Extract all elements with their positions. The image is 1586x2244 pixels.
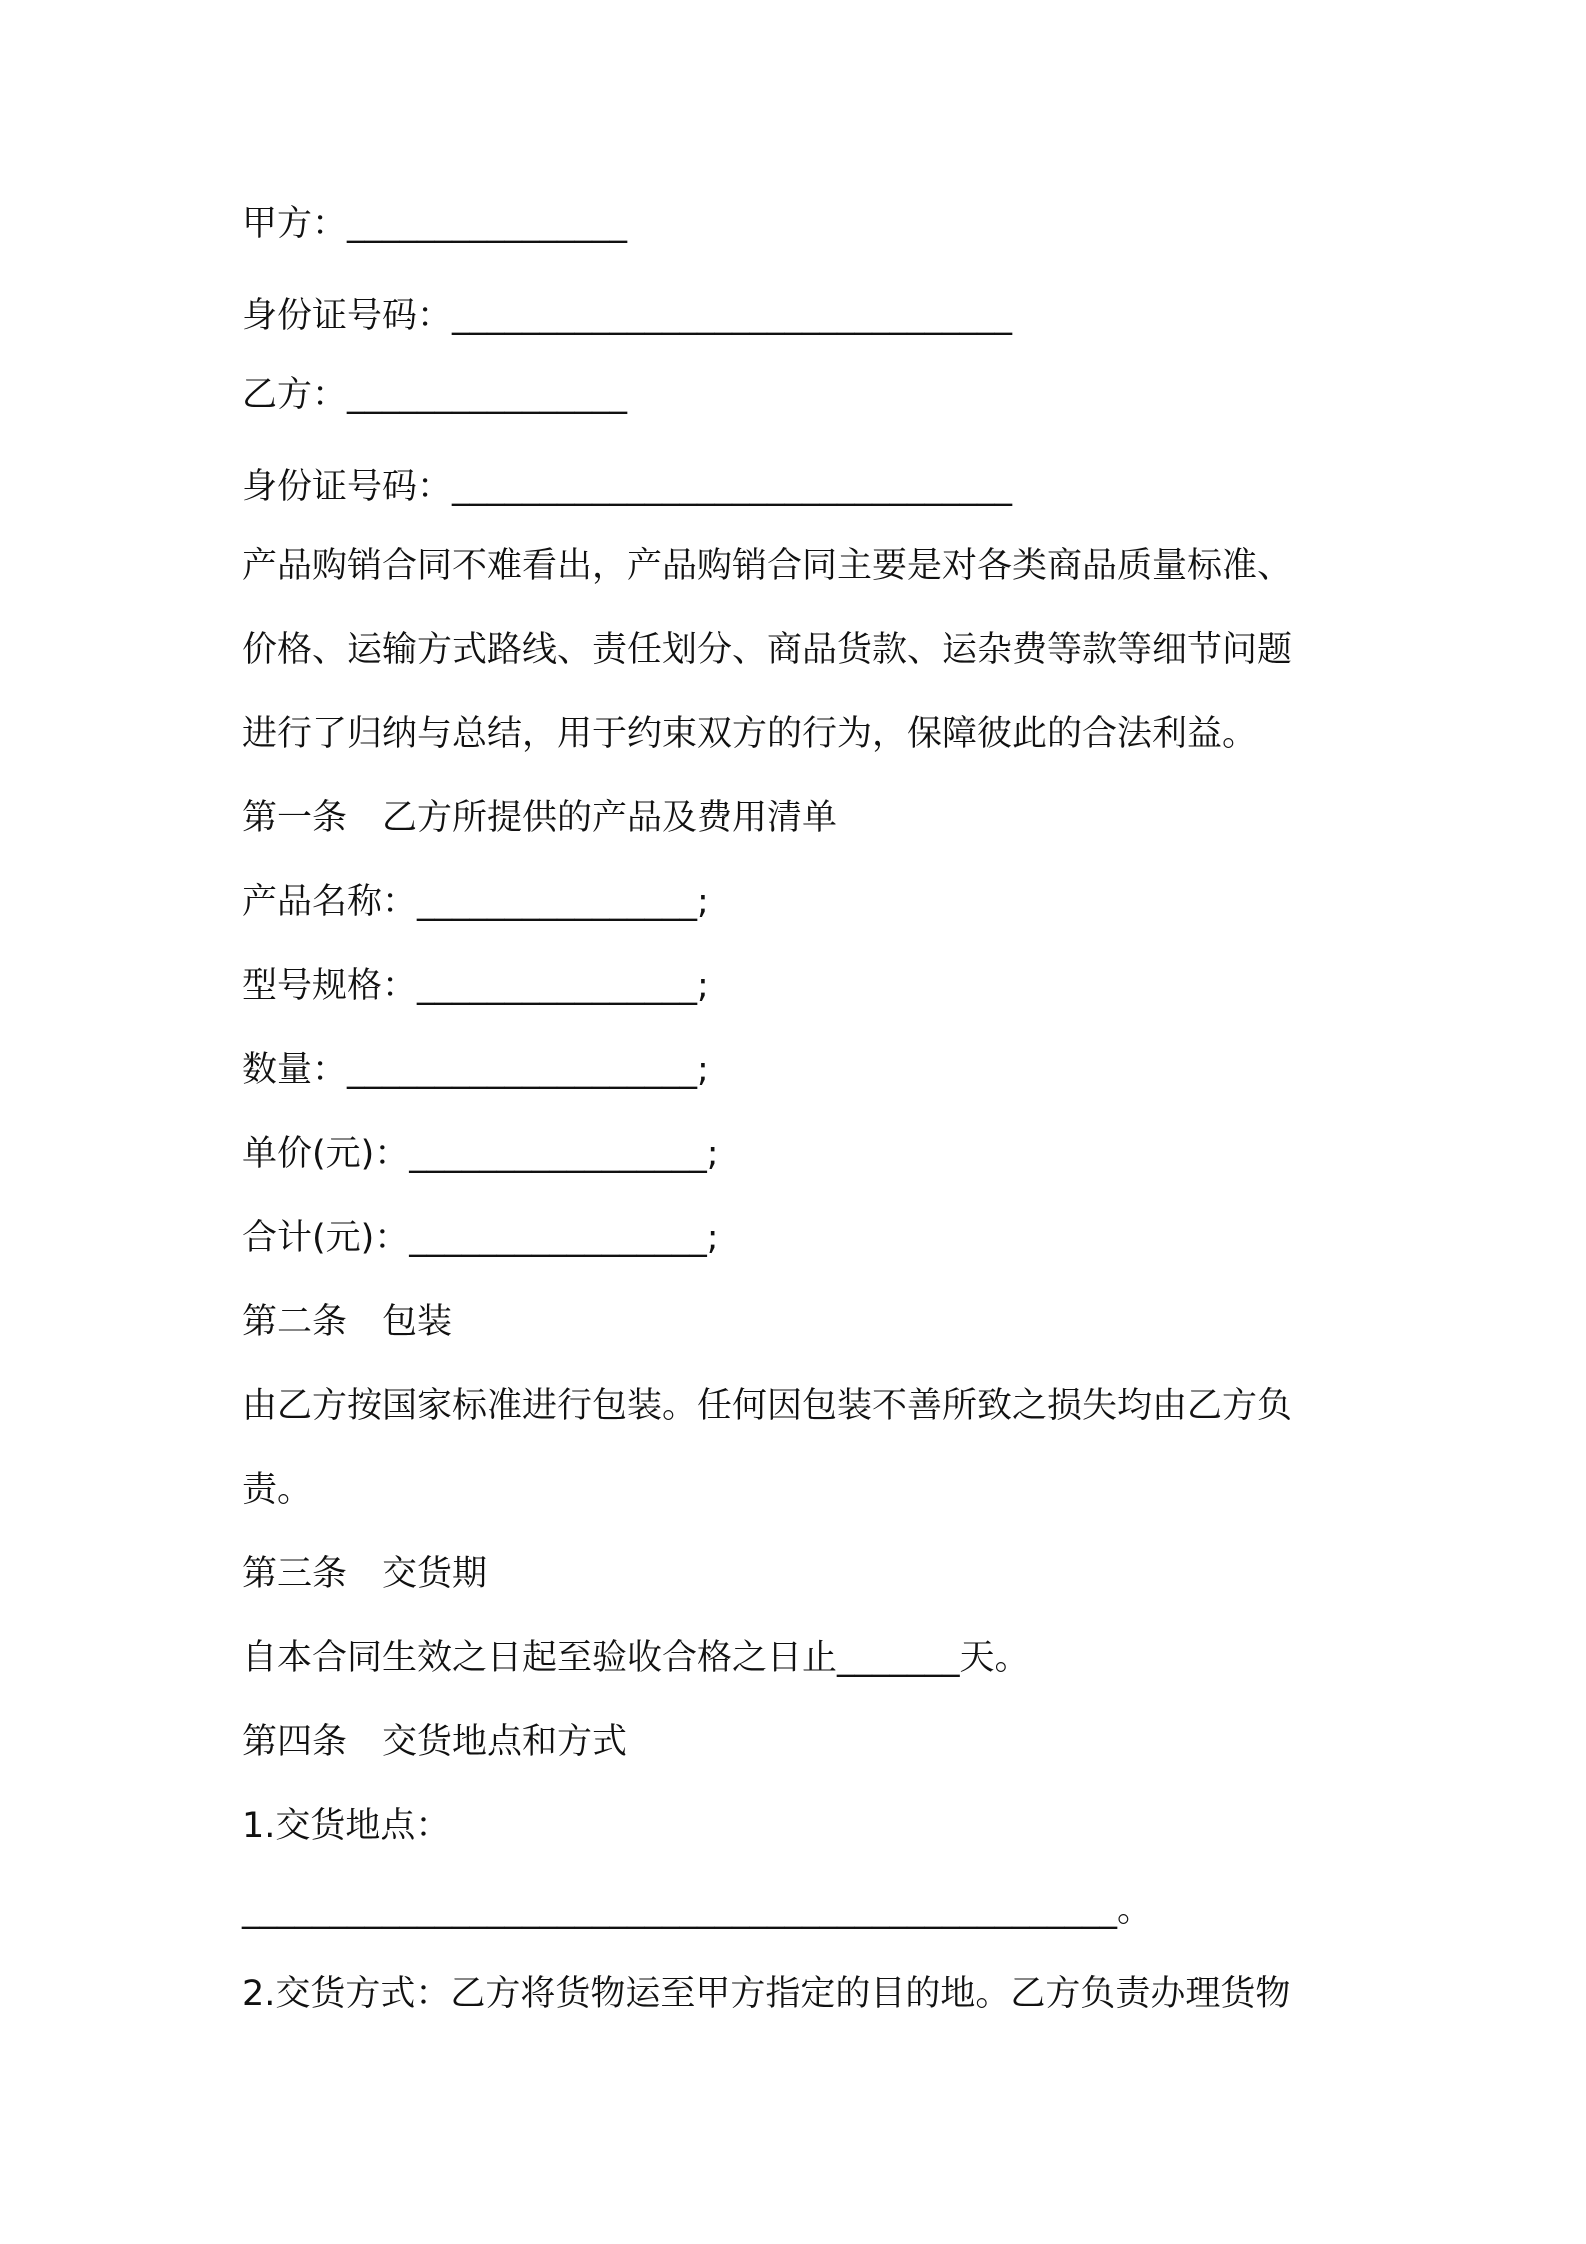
unit-price-field: 单价(元)：_________________; — [242, 1134, 719, 1174]
article-3-heading: 第三条 交货期 — [242, 1554, 488, 1594]
intro-paragraph-line: 进行了归纳与总结，用于约束双方的行为，保障彼此的合法利益。 — [242, 714, 1258, 754]
delivery-method-text: 2.交货方式：乙方将货物运至甲方指定的目的地。乙方负责办理货物 — [242, 1974, 1291, 2014]
article-2-heading: 第二条 包装 — [242, 1302, 453, 1342]
total-field: 合计(元)：_________________; — [242, 1218, 719, 1258]
model-spec-field: 型号规格：________________; — [242, 966, 709, 1006]
party-b-field: 乙方：________________ — [242, 375, 628, 415]
article-3-text: 自本合同生效之日起至验收合格之日止_______天。 — [242, 1638, 1030, 1678]
party-a-id-field: 身份证号码：________________________________ — [242, 296, 1013, 336]
contract-document — [242, 196, 1362, 2050]
intro-paragraph-line: 产品购销合同不难看出，产品购销合同主要是对各类商品质量标准、 — [242, 546, 1293, 586]
product-name-field: 产品名称：________________; — [242, 882, 709, 922]
quantity-field: 数量：____________________; — [242, 1050, 709, 1090]
article-2-text-line: 由乙方按国家标准进行包装。任何因包装不善所致之损失均由乙方负 — [242, 1386, 1293, 1426]
article-2-text-line: 责。 — [242, 1470, 313, 1510]
article-1-heading: 第一条 乙方所提供的产品及费用清单 — [242, 798, 838, 838]
party-b-id-field: 身份证号码：________________________________ — [242, 467, 1013, 507]
article-4-heading: 第四条 交货地点和方式 — [242, 1722, 628, 1762]
delivery-location-label: 1.交货地点： — [242, 1806, 451, 1846]
intro-paragraph-line: 价格、运输方式路线、责任划分、商品货款、运杂费等款等细节问题 — [242, 630, 1293, 670]
party-a-field: 甲方：________________ — [242, 204, 628, 244]
delivery-location-blank: __________________________________________________。 — [242, 1890, 1153, 1930]
